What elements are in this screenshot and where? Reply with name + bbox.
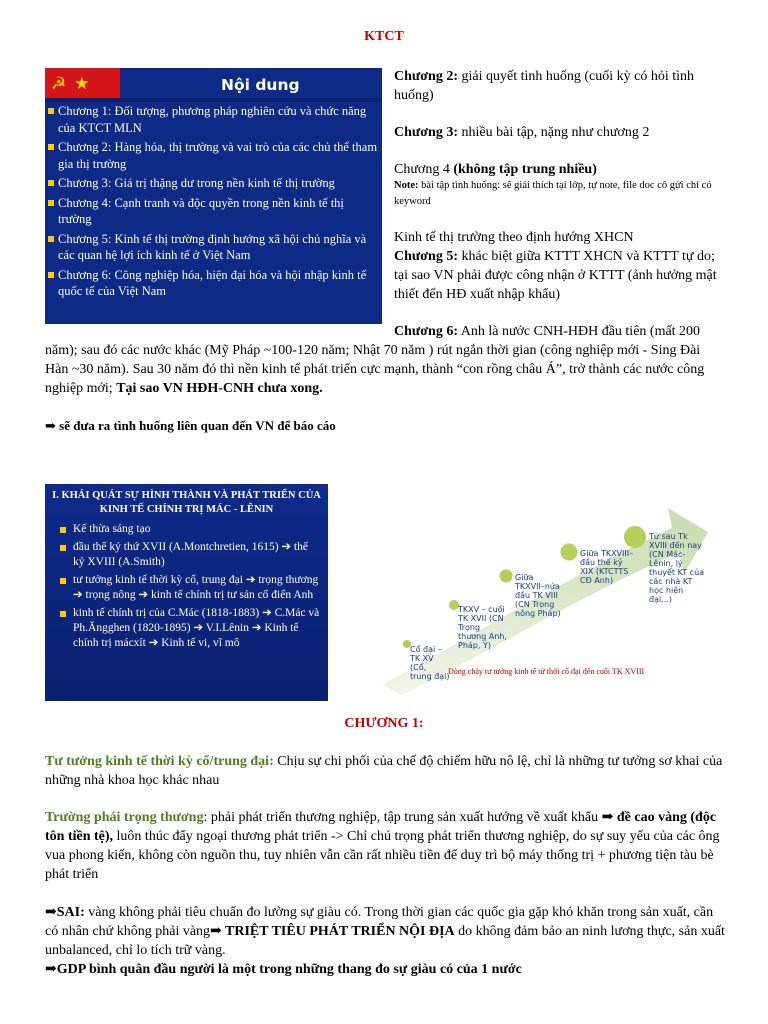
report-arrow-line: ➡ sẽ đưa ra tình huống liên quan đến VN để báo cáo: [45, 418, 336, 433]
chapter-item: Chương 2: Hàng hóa, thị trường và vai trò của các chủ thể tham gia thị trường: [48, 139, 378, 172]
gdp-line: ➡GDP bình quân đầu người là một trong những thang đo sự giàu có của 1 nước: [45, 962, 522, 977]
history-slide-image: [45, 484, 328, 701]
chapter1-heading: CHƯƠNG 1:: [344, 716, 424, 731]
timeline-label: Cổ đại – TK XV (Cổ, trung đại): [410, 645, 450, 681]
chapter-item: Chương 6: Công nghiệp hóa, hiện đại hóa và hội nhập kinh tế quốc tế của Việt Nam: [48, 267, 378, 300]
ch4-paragraph: Chương 4 (không tập trung nhiều): [394, 162, 597, 177]
timeline-dot: [561, 544, 578, 561]
star-icon: ★: [74, 73, 90, 93]
wrong-paragraph: ➡SAI: vàng không phải tiêu chuẩn đo lường sự giàu có. Trong thời gian các quốc gia gặp khó khăn trong sản xuất, cần có nhân chứ không phải vàng➡ TRIỆT TIÊU PHÁT TRIỂN NỘI ĐỊA do không đảm bảo an ninh lương thực, sản xuất unbalanced, chỉ lo tích trữ vàng.: [45, 905, 725, 958]
chapter-item: Chương 4: Cạnh tranh và độc quyền trong nền kinh tế thị trường: [48, 195, 378, 228]
mercantilism-paragraph: Trường phái trọng thương: phải phát triển thương nghiệp, tập trung sản xuất hướng về xuất khẩu ➡ đề cao vàng (độc tôn tiền tệ), luôn thúc đẩy ngoại thương phát triển -> Chỉ chú trọng phát triển thương nghiệp, do sự suy yếu của các ông vua phong kiến, không còn nguồn thu, tuy nhiên vẫn cần rất nhiều tiền để duy trì bộ máy thống trị + phương tiện tàu bè phát triển: [45, 810, 720, 882]
history-item: đầu thế kỷ thứ XVII (A.Montchretien, 1615) ➔ thế kỷ XVIII (A.Smith): [55, 540, 322, 570]
history-item: tư tưởng kinh tế thời kỳ cổ, trung đại ➔ trọng thương ➔ trọng nông ➔ kinh tế chính trị tư sản cổ điển Anh: [55, 573, 322, 603]
timeline-label: Giữa TKXVIII– đầu thế kỷ XIX (KTCTTS CĐ Anh): [580, 549, 634, 585]
flag-emblem: [45, 68, 120, 98]
slide-heading: Nội dung: [221, 76, 300, 94]
timeline-dot: [500, 570, 513, 583]
timeline-caption: Dòng chảy tư tưởng kinh tế từ thời cổ đại đến cuối TK XVIII: [448, 667, 645, 676]
ch3-paragraph: Chương 3: nhiều bài tập, nặng như chương 2: [394, 125, 650, 140]
ch2-paragraph: Chương 2: giải quyết tình huống (cuối kỳ có hỏi tình huống): [394, 69, 695, 103]
timeline-diagram: [372, 480, 708, 702]
document-title: KTCT: [364, 29, 404, 44]
chapter-item: Chương 3: Giá trị thặng dư trong nền kinh tế thị trường: [48, 175, 378, 192]
timeline-dot: [624, 526, 646, 548]
ch6-paragraph: Chương 6: Anh là nước CNH-HĐH đầu tiên (mất 200 năm); sau đó các nước khác (Mỹ Pháp ~100-120 năm; Nhật 70 năm ) rút ngắn thời gian (công nghiệp mới - Sing Đài Hàn ~30 năm). Sau 30 năm đó thì nền kinh tế phát triển cực mạnh, thành “con rồng châu Á”, trở thành các nước công nghiệp mới; Tại sao VN HĐH-CNH chưa xong.: [45, 324, 705, 396]
ktth-line: Kinh tế thị trường theo định hướng XHCN: [394, 230, 634, 245]
ancient-thought-paragraph: Tư tưởng kinh tế thời kỳ cổ/trung đại: Chịu sự chi phối của chế độ chiếm hữu nô lệ, chỉ là những tư tưởng sơ khai của những nhà khoa học khác nhau: [45, 754, 723, 788]
contents-slide-image: [45, 68, 382, 324]
timeline-label: TKXV – cuối TK XVII (CN Trọng thương Anh, Pháp, Ý): [458, 605, 508, 650]
chapter-list: [48, 103, 378, 303]
chapter-item: Chương 1: Đối tượng, phương pháp nghiên cứu và chức năng của KTCT MLN: [48, 103, 378, 136]
timeline-label: Giữa TKXVII–nửa đầu TK VIII (CN Trọng nông Pháp): [515, 573, 561, 618]
note-paragraph: Note: bài tập tình huống: sẽ giải thích tại lớp, tự note, file doc cô gửi chỉ có keyword: [394, 180, 712, 207]
history-item: kinh tế chính trị của C.Mác (1818-1883) ➔ C.Mác và Ph.Ăngghen (1820-1895) ➔ V.I.Lênin ➔ Kinh tế chính trị mácxít ➔ Kinh tế vi, vĩ mô: [55, 606, 322, 651]
timeline-label: Từ sau Tk XVIII đến nay (CN Mác- Lênin, lý thuyết KT của các nhà KT học hiện đại...): [649, 532, 705, 604]
history-item: Kế thừa sáng tạo: [55, 522, 322, 537]
history-list: [45, 522, 328, 651]
chapter-item: Chương 5: Kinh tế thị trường định hướng xã hội chủ nghĩa và các quan hệ lợi ích kinh tế ở Việt Nam: [48, 231, 378, 264]
hammer-sickle-icon: ☭: [51, 73, 67, 93]
ch5-paragraph: Chương 5: khác biệt giữa KTTT XHCN và KTTT tự do; tại sao VN phải được công nhận ở KTTT (ảnh hưởng mật thiết đến HĐ xuất nhập khẩu): [394, 249, 717, 302]
slide-heading: I. KHÁI QUÁT SỰ HÌNH THÀNH VÀ PHÁT TRIỂN CỦA KINH TẾ CHÍNH TRỊ MÁC - LÊNIN: [52, 490, 321, 515]
